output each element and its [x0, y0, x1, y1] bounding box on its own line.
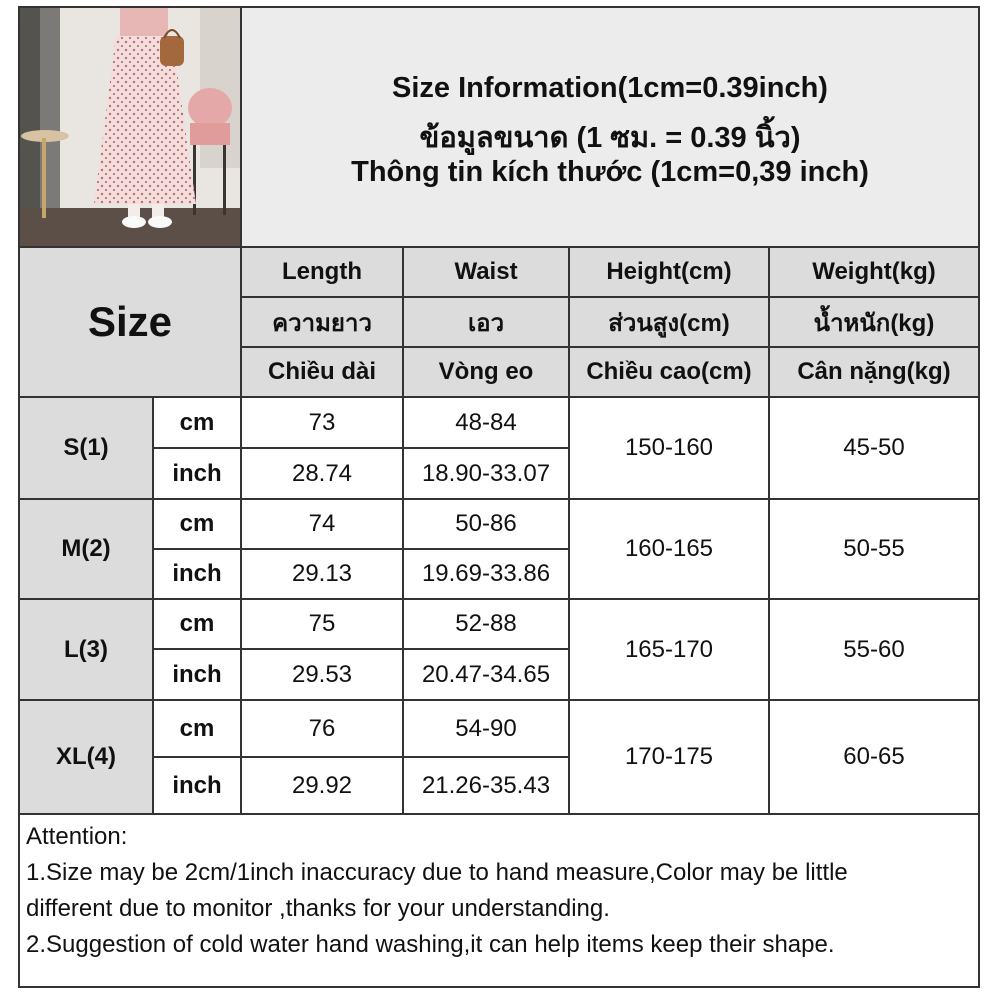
size-s-unit-inch: inch	[154, 449, 242, 500]
size-s-length-inch: 28.74	[242, 449, 404, 500]
size-column-label: Size	[20, 248, 242, 398]
size-m-waist-inch: 19.69-33.86	[404, 550, 570, 600]
col-weight-vi: Cân nặng(kg)	[770, 348, 980, 398]
size-m-label: M(2)	[20, 500, 154, 600]
size-m-waist-cm: 50-86	[404, 500, 570, 550]
header-title-vi: Thông tin kích thước (1cm=0,39 inch)	[351, 156, 869, 188]
size-xl-waist-cm: 54-90	[404, 701, 570, 758]
product-photo	[20, 8, 242, 248]
col-weight-th: น้ำหนัก(kg)	[770, 298, 980, 348]
size-l-unit-cm: cm	[154, 600, 242, 650]
size-s-waist-inch: 18.90-33.07	[404, 449, 570, 500]
attention-title: Attention:	[26, 823, 128, 850]
size-s-waist-cm: 48-84	[404, 398, 570, 449]
size-m-height: 160-165	[570, 500, 770, 600]
col-length-en: Length	[242, 248, 404, 298]
col-height-th: ส่วนสูง(cm)	[570, 298, 770, 348]
size-l-waist-inch: 20.47-34.65	[404, 650, 570, 701]
size-xl-waist-inch: 21.26-35.43	[404, 758, 570, 815]
size-s-label: S(1)	[20, 398, 154, 500]
size-xl-height: 170-175	[570, 701, 770, 815]
size-m-length-cm: 74	[242, 500, 404, 550]
size-l-height: 165-170	[570, 600, 770, 701]
size-xl-unit-cm: cm	[154, 701, 242, 758]
size-m-unit-cm: cm	[154, 500, 242, 550]
attention-note-1-cont: different due to monitor ,thanks for your understanding.	[26, 895, 610, 922]
size-xl-length-cm: 76	[242, 701, 404, 758]
size-l-label: L(3)	[20, 600, 154, 701]
size-s-unit-cm: cm	[154, 398, 242, 449]
size-l-length-inch: 29.53	[242, 650, 404, 701]
attention-note-1: 1.Size may be 2cm/1inch inaccuracy due to hand measure,Color may be little	[26, 859, 848, 886]
size-xl-unit-inch: inch	[154, 758, 242, 815]
col-waist-en: Waist	[404, 248, 570, 298]
size-info-header	[242, 8, 978, 248]
size-l-length-cm: 75	[242, 600, 404, 650]
size-s-height: 150-160	[570, 398, 770, 500]
size-m-length-inch: 29.13	[242, 550, 404, 600]
col-length-th: ความยาว	[242, 298, 404, 348]
col-waist-th: เอว	[404, 298, 570, 348]
col-length-vi: Chiều dài	[242, 348, 404, 398]
size-xl-weight: 60-65	[770, 701, 980, 815]
size-m-unit-inch: inch	[154, 550, 242, 600]
size-l-unit-inch: inch	[154, 650, 242, 701]
col-height-vi: Chiều cao(cm)	[570, 348, 770, 398]
size-l-weight: 55-60	[770, 600, 980, 701]
size-l-waist-cm: 52-88	[404, 600, 570, 650]
size-xl-length-inch: 29.92	[242, 758, 404, 815]
size-xl-label: XL(4)	[20, 701, 154, 815]
attention-notes	[20, 815, 978, 986]
product-photo-illustration	[20, 8, 240, 246]
size-s-weight: 45-50	[770, 398, 980, 500]
header-title-en: Size Information(1cm=0.39inch)	[392, 72, 828, 104]
size-s-length-cm: 73	[242, 398, 404, 449]
col-height-en: Height(cm)	[570, 248, 770, 298]
col-waist-vi: Vòng eo	[404, 348, 570, 398]
col-weight-en: Weight(kg)	[770, 248, 980, 298]
attention-note-2: 2.Suggestion of cold water hand washing,it can help items keep their shape.	[26, 931, 835, 958]
size-m-weight: 50-55	[770, 500, 980, 600]
header-title-th: ข้อมูลขนาด (1 ซม. = 0.39 นิ้ว)	[419, 122, 801, 154]
